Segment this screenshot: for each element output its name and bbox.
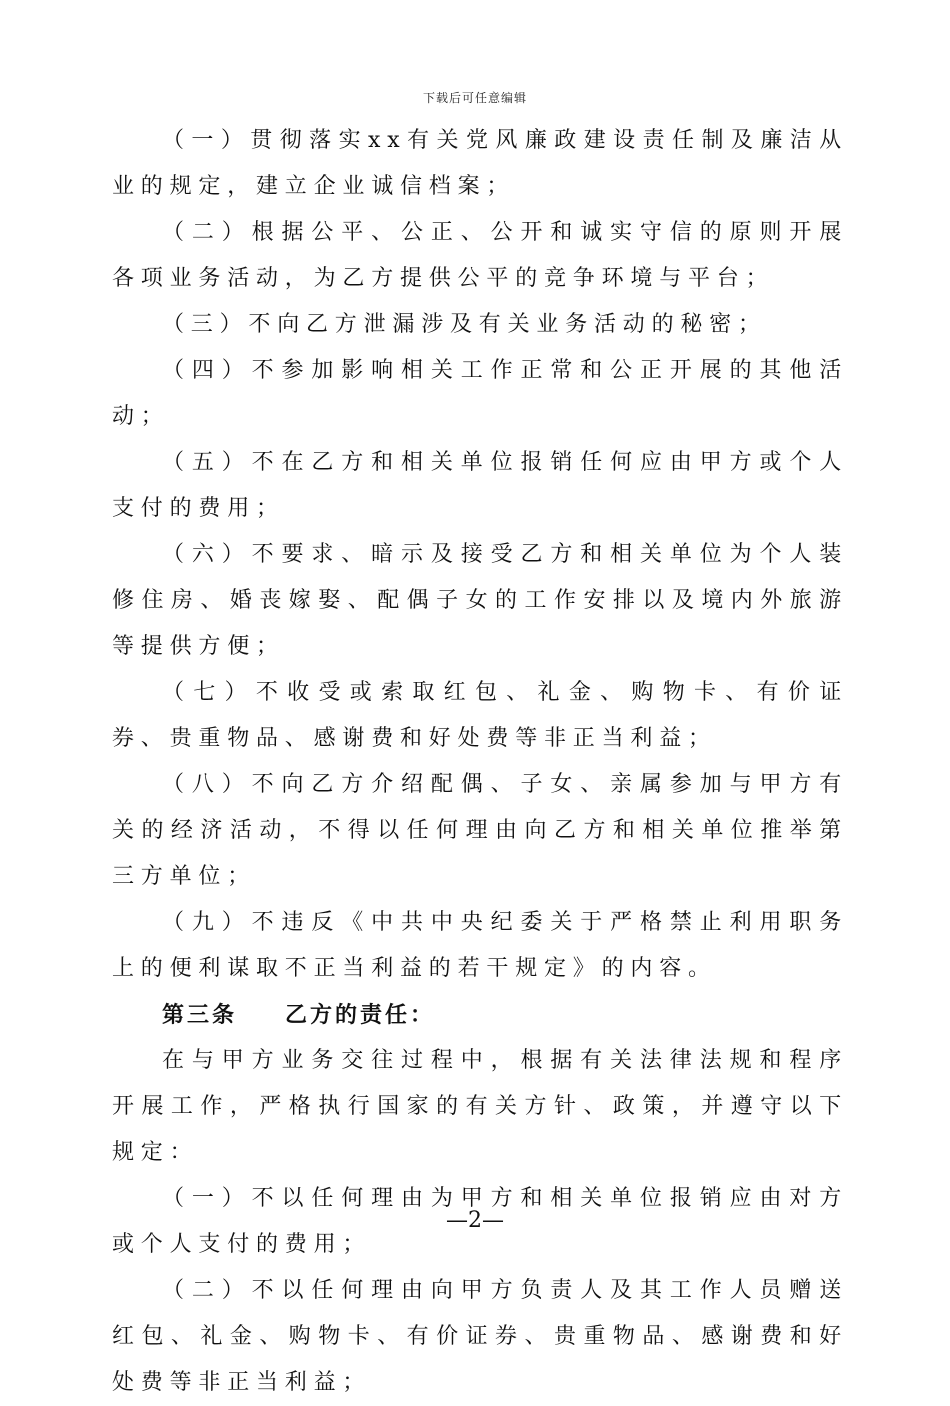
clause-5: （五）不在乙方和相关单位报销任何应由甲方或个人支付的费用； bbox=[112, 450, 848, 521]
page-number: —2— bbox=[446, 1208, 504, 1233]
clause-8: （八）不向乙方介绍配偶、子女、亲属参加与甲方有关的经济活动，不得以任何理由向乙方和相关单位推举第三方单位； bbox=[112, 772, 848, 889]
clause-9: （九）不违反《中共中央纪委关于严格禁止利用职务上的便利谋取不正当利益的若干规定》的内容。 bbox=[112, 910, 848, 981]
clause-4: （四）不参加影响相关工作正常和公正开展的其他活动； bbox=[112, 358, 848, 429]
article-intro: 在与甲方业务交往过程中，根据有关法律法规和程序开展工作，严格执行国家的有关方针、政策，并遵守以下规定： bbox=[112, 1048, 848, 1165]
clause-6: （六）不要求、暗示及接受乙方和相关单位为个人装修住房、婚丧嫁娶、配偶子女的工作安排以及境内外旅游等提供方便； bbox=[112, 542, 848, 659]
article-heading bbox=[112, 992, 848, 1038]
party-b-clause-2: （二）不以任何理由向甲方负责人及其工作人员赠送红包、礼金、购物卡、有价证券、贵重物品、感谢费和好处费等非正当利益； bbox=[112, 1278, 848, 1395]
party-b-clause-1: （一）不以任何理由为甲方和相关单位报销应由对方或个人支付的费用； bbox=[112, 1186, 848, 1257]
article-number: 第三条 bbox=[162, 1002, 238, 1028]
article-title: 乙方的责任： bbox=[285, 1002, 436, 1028]
page-header-note: 下载后可任意编辑 bbox=[422, 91, 527, 105]
clause-7: （七）不收受或索取红包、礼金、购物卡、有价证券、贵重物品、感谢费和好处费等非正当利益； bbox=[112, 680, 848, 751]
clause-1: （一）贯彻落实xx有关党风廉政建设责任制及廉洁从业的规定，建立企业诚信档案； bbox=[112, 128, 848, 199]
clause-2: （二）根据公平、公正、公开和诚实守信的原则开展各项业务活动，为乙方提供公平的竞争环境与平台； bbox=[112, 220, 848, 291]
clause-3: （三）不向乙方泄漏涉及有关业务活动的秘密； bbox=[162, 312, 767, 337]
